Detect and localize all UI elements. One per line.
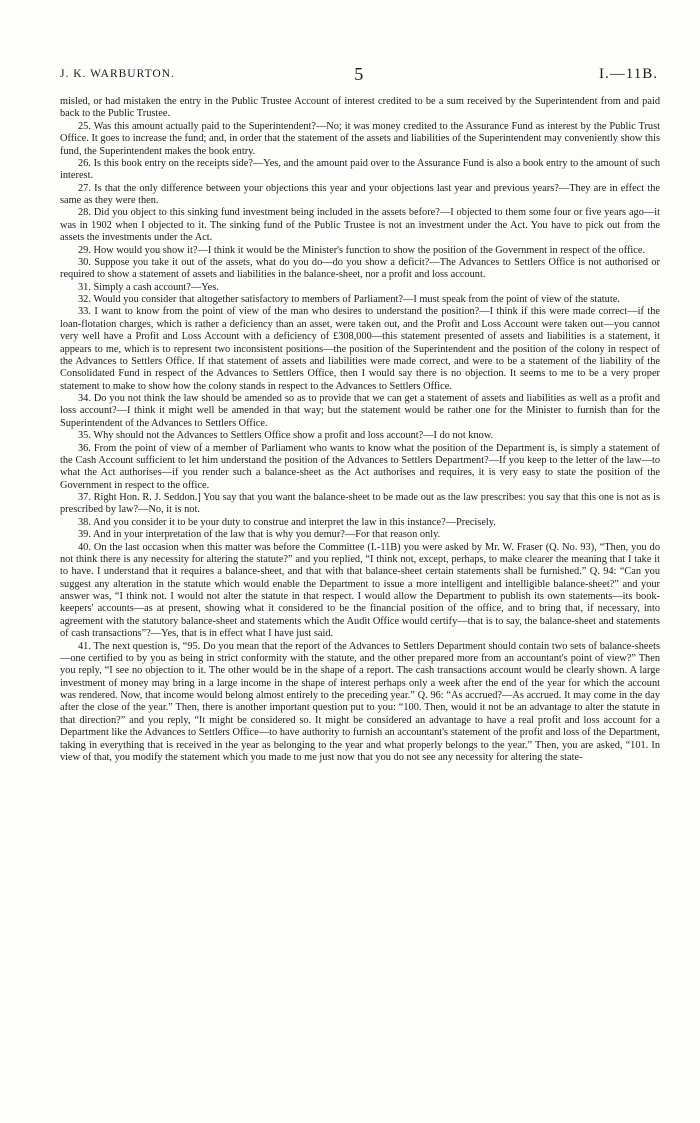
paragraph-q34: 34. Do you not think the law should be amended so as to provide that we can get a statement of assets and liabilities as well as a profit and loss account?—I think it might well be amended in that way; but the statement would be rather one for the Minister to furnish than for the Superintendent of the Advances to Settlers Office. <box>60 393 660 429</box>
paragraph-q29: 29. How would you show it?—I think it would be the Minister's function to show the position of the Government in respect of the office. <box>78 244 646 256</box>
paragraph-q40: 40. On the last occasion when this matter was before the Committee (I.-11B) you were asked by Mr. W. Fraser (Q. No. 93), “Then, you do not think there is any necessity for altering the statute?” and you replied, “I think not, except, perhaps, to make clearer the meaning that I take it to have. I understand that it requires a balance-sheet, and that with that balance-sheet certain statements shall be furnished.” Q. 94: “Can you suggest any alteration in the statute which would enable the Department to issue a more intelligent and intelligible balance-sheet?” and your answer was, “I think not. I would not alter the statute in that respect. I would allow the Department to publish its own statements—its book-keepers' accounts—as at present, showing what it considered to be the financial position of the office, and to bring that, if necessary, into agreement with the statutory balance-sheet and statements which the Audit Office would certify—that is to say, the balance-sheet and statements of cash transactions”?—Yes, that is in effect what I have just said. <box>60 541 660 640</box>
paragraph-q35: 35. Why should not the Advances to Settlers Office show a profit and loss account?—I do not know. <box>78 430 494 442</box>
paragraph-q26: 26. Is this book entry on the receipts side?—Yes, and the amount paid over to the Assurance Fund is also a book entry to the amount of such interest. <box>60 157 660 182</box>
paragraph-continuation: misled, or had mistaken the entry in the Public Trustee Account of interest credited to be a sum received by the Superintendent from and paid back to the Public Trustee. <box>60 96 660 120</box>
page-number: 5 <box>354 64 364 84</box>
paragraph-q33: 33. I want to know from the point of view of the man who desires to understand the position?—I think if this were made correct—if the loan-flotation charges, which is rather a deficiency than an asset, were taken out, and the Profit and Loss Account were taken out—you cannot very well have a Profit and Loss Account with a deficiency of £308,000—this statement presented of assets and liabilities is a statement, it appears to me, which is to represent two inconsistent positions—the position of the Superintendent and the position of the colony in respect of the Advances to Settlers Office. If that statement of assets and liabilities were made correct, and were to be a statement of the liability of the Consolidated Fund in respect of the Advances to Settlers Office, then I would say there is no objection. It seems to me to be a very proper statement to make to show how the colony stands in respect to the Advances to Settlers Office. <box>60 306 660 392</box>
paragraph-q27: 27. Is that the only difference between your objections this year and your objections last year and previous years?—They are in effect the same as they were then. <box>60 182 660 206</box>
document-body <box>60 96 660 764</box>
paragraph-q38: 38. And you consider it to be your duty to construe and interpret the law in this instance?—Precisely. <box>78 516 496 528</box>
witness-name: J. K. WARBURTON. <box>60 68 175 80</box>
page-header <box>60 64 658 86</box>
paragraph-q30: 30. Suppose you take it out of the assets, what do you do—do you show a deficit?—The Advances to Settlers Office is not authorised or required to show a statement of assets and liabilities in the balance-sheet, nor a profit and loss account. <box>60 256 660 281</box>
paper-reference: I.—11B. <box>599 66 658 82</box>
paragraph-q41: 41. The next question is, “95. Do you mean that the report of the Advances to Settlers Department should contain two sets of balance-sheets—one certified to by you as being in strict conformity with the statute, and the other prepared more from an accountant's point of view?” Then you reply, “I see no objection to it. The other would be in the shape of a report. The cash transactions account would be clearly shown. A large investment of money may bring in a large income in the shape of interest perhaps only a week after the end of the year for which the account was rendered. Now, that income would belong almost entirely to the preceding year.” Q. 96: “As accrued?—As accrued. It may come in the day after the close of the year.” Then, there is another important question put to you: “100. Then, would it not be an advantage to alter the statute in that direction?” and you reply, “It might be considered so. It might be considered an advantage to have a real profit and loss account for a Department like the Advances to Settlers Office—to have authority to furnish an accountant's statement of the profit and loss of the Department, taking in everything that is received in the year as belonging to the year and what properly belongs to the year.” Then, you are asked, “101. In view of that, you modify the statement which you made to me just now that you do not see any necessity for altering the state- <box>60 640 660 763</box>
paragraph-q39: 39. And in your interpretation of the law that is why you demur?—For that reason only. <box>78 529 441 541</box>
paragraph-q28: 28. Did you object to this sinking fund investment being included in the assets before?—I objected to them some four or five years ago—it was in 1902 when I objected to it. The sinking fund of the Public Trustee is not an investment under the Act. You have to pick out from the assets the investments under the Act. <box>60 207 660 244</box>
paragraph-q31: 31. Simply a cash account?—Yes. <box>78 281 219 293</box>
paragraph-q25: 25. Was this amount actually paid to the Superintendent?—No; it was money credited to the Assurance Fund as interest by the Public Trust Office. It goes to increase the fund; and, in order that the statement of the assets and liabilities of the Superintendent may conveniently show this fund, the Superintendent makes the book entry. <box>60 120 660 157</box>
paragraph-q36: 36. From the point of view of a member of Parliament who wants to know what the position of the Department is, is simply a statement of the Cash Account sufficient to let him understand the position of the Advances to Settlers Department?—If you keep to the letter of the law—to what the Act authorises—if you render such a balance-sheet as the Act authorises and requires, it is very easy to state the position of the Government in respect to the office. <box>60 442 660 491</box>
paragraph-q37: 37. Right Hon. R. J. Seddon.] You say that you want the balance-sheet to be made out as the law prescribes: you say that this one is not as is prescribed by law?—No, it is not. <box>60 492 660 516</box>
paragraph-q32: 32. Would you consider that altogether satisfactory to members of Parliament?—I must speak from the point of view of the statute. <box>78 294 620 305</box>
